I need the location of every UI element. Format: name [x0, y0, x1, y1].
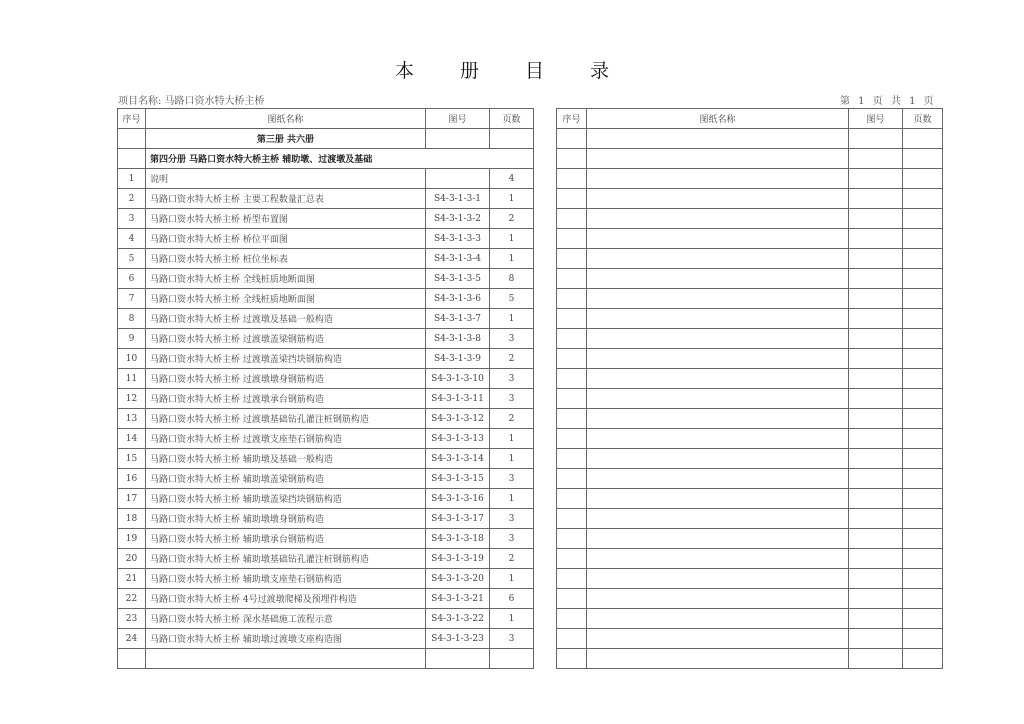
row-number: 5 — [118, 249, 146, 269]
drawing-name: 马路口资水特大桥主桥 深水基础施工流程示意 — [146, 609, 426, 629]
table-row — [118, 549, 534, 569]
page-count: 2 — [490, 409, 534, 429]
drawing-name: 马路口资水特大桥主桥 辅助墩墩身钢筋构造 — [146, 509, 426, 529]
drawing-name: 马路口资水特大桥主桥 辅助墩盖梁挡块钢筋构造 — [146, 489, 426, 509]
drawing-name: 马路口资水特大桥主桥 主要工程数量汇总表 — [146, 189, 426, 209]
volume-title: 第三册 共六册 — [146, 129, 426, 149]
page-count: 1 — [490, 569, 534, 589]
table-row — [118, 289, 534, 309]
row-number: 23 — [118, 609, 146, 629]
blank-row — [557, 489, 943, 509]
page-count: 2 — [490, 349, 534, 369]
blank-row — [557, 189, 943, 209]
blank-row — [557, 449, 943, 469]
page-count: 2 — [490, 209, 534, 229]
drawing-name: 马路口资水特大桥主桥 桩位坐标表 — [146, 249, 426, 269]
table-row — [118, 169, 534, 189]
page-count: 1 — [490, 249, 534, 269]
drawing-name: 马路口资水特大桥主桥 辅助墩盖梁钢筋构造 — [146, 469, 426, 489]
page-count: 3 — [490, 369, 534, 389]
header-row — [557, 109, 943, 129]
drawing-code: S4-3-1-3-11 — [426, 389, 490, 409]
col-header-name: 图纸名称 — [146, 109, 426, 129]
col-header-code: 图号 — [426, 109, 490, 129]
drawing-code: S4-3-1-3-6 — [426, 289, 490, 309]
table-row — [118, 349, 534, 369]
drawing-code: S4-3-1-3-19 — [426, 549, 490, 569]
blank-row — [557, 369, 943, 389]
page-count: 5 — [490, 289, 534, 309]
blank-row — [557, 549, 943, 569]
page-count: 3 — [490, 389, 534, 409]
row-number: 19 — [118, 529, 146, 549]
drawing-name: 马路口资水特大桥主桥 过渡墩承台钢筋构造 — [146, 389, 426, 409]
drawing-name: 马路口资水特大桥主桥 桥位平面图 — [146, 229, 426, 249]
drawing-name: 马路口资水特大桥主桥 全线桩质地断面图 — [146, 289, 426, 309]
table-row — [118, 609, 534, 629]
page-count: 2 — [490, 549, 534, 569]
drawing-name: 马路口资水特大桥主桥 4号过渡墩爬梯及预埋件构造 — [146, 589, 426, 609]
drawing-code: S4-3-1-3-4 — [426, 249, 490, 269]
table-row — [118, 269, 534, 289]
table-row — [118, 589, 534, 609]
drawing-name: 马路口资水特大桥主桥 过渡墩盖梁钢筋构造 — [146, 329, 426, 349]
header-row — [118, 109, 534, 129]
drawing-code: S4-3-1-3-18 — [426, 529, 490, 549]
page-count: 1 — [490, 229, 534, 249]
blank-row — [557, 169, 943, 189]
blank-row — [557, 649, 943, 669]
table-row — [118, 509, 534, 529]
drawing-code: S4-3-1-3-8 — [426, 329, 490, 349]
row-number: 1 — [118, 169, 146, 189]
page-count: 3 — [490, 509, 534, 529]
drawing-code — [426, 169, 490, 189]
drawing-code: S4-3-1-3-10 — [426, 369, 490, 389]
drawing-name: 马路口资水特大桥主桥 辅助墩过渡墩支座构造图 — [146, 629, 426, 649]
drawing-name: 马路口资水特大桥主桥 过渡墩盖梁挡块钢筋构造 — [146, 349, 426, 369]
drawing-code: S4-3-1-3-21 — [426, 589, 490, 609]
section-title: 第四分册 马路口资水特大桥主桥 辅助墩、过渡墩及基础 — [146, 149, 534, 169]
drawing-code: S4-3-1-3-2 — [426, 209, 490, 229]
drawing-name: 马路口资水特大桥主桥 桥型布置图 — [146, 209, 426, 229]
table-row — [118, 429, 534, 449]
blank-row — [557, 409, 943, 429]
drawing-name: 说明 — [146, 169, 426, 189]
blank-row — [557, 249, 943, 269]
row-number: 6 — [118, 269, 146, 289]
project-name: 项目名称: 马路口资水特大桥主桥 — [118, 96, 265, 107]
row-number: 9 — [118, 329, 146, 349]
section-row — [118, 149, 534, 169]
table-row — [118, 309, 534, 329]
row-number: 14 — [118, 429, 146, 449]
table-row — [118, 629, 534, 649]
row-number: 15 — [118, 449, 146, 469]
table-row — [118, 449, 534, 469]
blank-row — [557, 329, 943, 349]
drawing-code: S4-3-1-3-13 — [426, 429, 490, 449]
page-count: 4 — [490, 169, 534, 189]
col-header-no: 序号 — [557, 109, 587, 129]
row-number: 4 — [118, 229, 146, 249]
drawing-code: S4-3-1-3-20 — [426, 569, 490, 589]
table-row — [118, 409, 534, 429]
page-info: 第 1 页 共 1 页 — [840, 96, 934, 107]
col-header-name: 图纸名称 — [587, 109, 849, 129]
page-count: 1 — [490, 449, 534, 469]
table-row — [118, 529, 534, 549]
table-row — [118, 229, 534, 249]
row-number: 20 — [118, 549, 146, 569]
page-count: 3 — [490, 469, 534, 489]
drawing-code: S4-3-1-3-9 — [426, 349, 490, 369]
drawing-code: S4-3-1-3-12 — [426, 409, 490, 429]
row-number: 10 — [118, 349, 146, 369]
page-count: 8 — [490, 269, 534, 289]
col-header-pages: 页数 — [903, 109, 943, 129]
blank-row — [557, 309, 943, 329]
blank-row — [557, 469, 943, 489]
right-catalog-table — [556, 108, 943, 669]
drawing-code: S4-3-1-3-1 — [426, 189, 490, 209]
page-count: 3 — [490, 629, 534, 649]
row-number: 16 — [118, 469, 146, 489]
blank-row — [557, 389, 943, 409]
row-number: 3 — [118, 209, 146, 229]
row-number: 11 — [118, 369, 146, 389]
page-count: 1 — [490, 609, 534, 629]
drawing-name: 马路口资水特大桥主桥 辅助墩支座垫石钢筋构造 — [146, 569, 426, 589]
blank-row — [557, 629, 943, 649]
table-row — [118, 489, 534, 509]
drawing-name: 马路口资水特大桥主桥 辅助墩承台钢筋构造 — [146, 529, 426, 549]
blank-row — [557, 129, 943, 149]
table-row — [118, 369, 534, 389]
blank-row — [557, 429, 943, 449]
drawing-code: S4-3-1-3-7 — [426, 309, 490, 329]
blank-row — [557, 149, 943, 169]
row-number: 18 — [118, 509, 146, 529]
blank-row — [557, 229, 943, 249]
row-number: 13 — [118, 409, 146, 429]
table-row — [118, 189, 534, 209]
drawing-name: 马路口资水特大桥主桥 过渡墩支座垫石钢筋构造 — [146, 429, 426, 449]
col-header-code: 图号 — [849, 109, 903, 129]
col-header-no: 序号 — [118, 109, 146, 129]
drawing-code: S4-3-1-3-14 — [426, 449, 490, 469]
row-number: 17 — [118, 489, 146, 509]
drawing-code: S4-3-1-3-17 — [426, 509, 490, 529]
drawing-code: S4-3-1-3-23 — [426, 629, 490, 649]
blank-row — [118, 649, 534, 669]
drawing-name: 马路口资水特大桥主桥 辅助墩基础钻孔灌注桩钢筋构造 — [146, 549, 426, 569]
page-count: 1 — [490, 189, 534, 209]
blank-row — [557, 529, 943, 549]
blank-row — [557, 589, 943, 609]
drawing-code: S4-3-1-3-16 — [426, 489, 490, 509]
drawing-code: S4-3-1-3-15 — [426, 469, 490, 489]
drawing-code: S4-3-1-3-5 — [426, 269, 490, 289]
drawing-name: 马路口资水特大桥主桥 过渡墩及基础一般构造 — [146, 309, 426, 329]
page-count: 1 — [490, 309, 534, 329]
row-number: 21 — [118, 569, 146, 589]
blank-row — [557, 269, 943, 289]
table-row — [118, 329, 534, 349]
drawing-name: 马路口资水特大桥主桥 过渡墩墩身钢筋构造 — [146, 369, 426, 389]
drawing-name: 马路口资水特大桥主桥 辅助墩及基础一般构造 — [146, 449, 426, 469]
row-number: 22 — [118, 589, 146, 609]
drawing-name: 马路口资水特大桥主桥 全线桩质地断面图 — [146, 269, 426, 289]
table-row — [118, 469, 534, 489]
page-count: 3 — [490, 329, 534, 349]
blank-row — [557, 609, 943, 629]
page-count: 1 — [490, 429, 534, 449]
col-header-pages: 页数 — [490, 109, 534, 129]
row-number: 2 — [118, 189, 146, 209]
table-row — [118, 249, 534, 269]
page-count: 6 — [490, 589, 534, 609]
blank-row — [557, 349, 943, 369]
table-row — [118, 569, 534, 589]
row-number: 7 — [118, 289, 146, 309]
drawing-code: S4-3-1-3-22 — [426, 609, 490, 629]
drawing-name: 马路口资水特大桥主桥 过渡墩基础钻孔灌注桩钢筋构造 — [146, 409, 426, 429]
blank-row — [557, 289, 943, 309]
drawing-code: S4-3-1-3-3 — [426, 229, 490, 249]
page-title: 本 册 目 录 — [394, 60, 630, 82]
blank-row — [557, 569, 943, 589]
page-count: 3 — [490, 529, 534, 549]
table-row — [118, 389, 534, 409]
blank-row — [557, 209, 943, 229]
blank-row — [557, 509, 943, 529]
row-number: 12 — [118, 389, 146, 409]
table-row — [118, 209, 534, 229]
row-number: 24 — [118, 629, 146, 649]
left-catalog-table — [117, 108, 534, 669]
page-count: 1 — [490, 489, 534, 509]
row-number: 8 — [118, 309, 146, 329]
volume-row — [118, 129, 534, 149]
